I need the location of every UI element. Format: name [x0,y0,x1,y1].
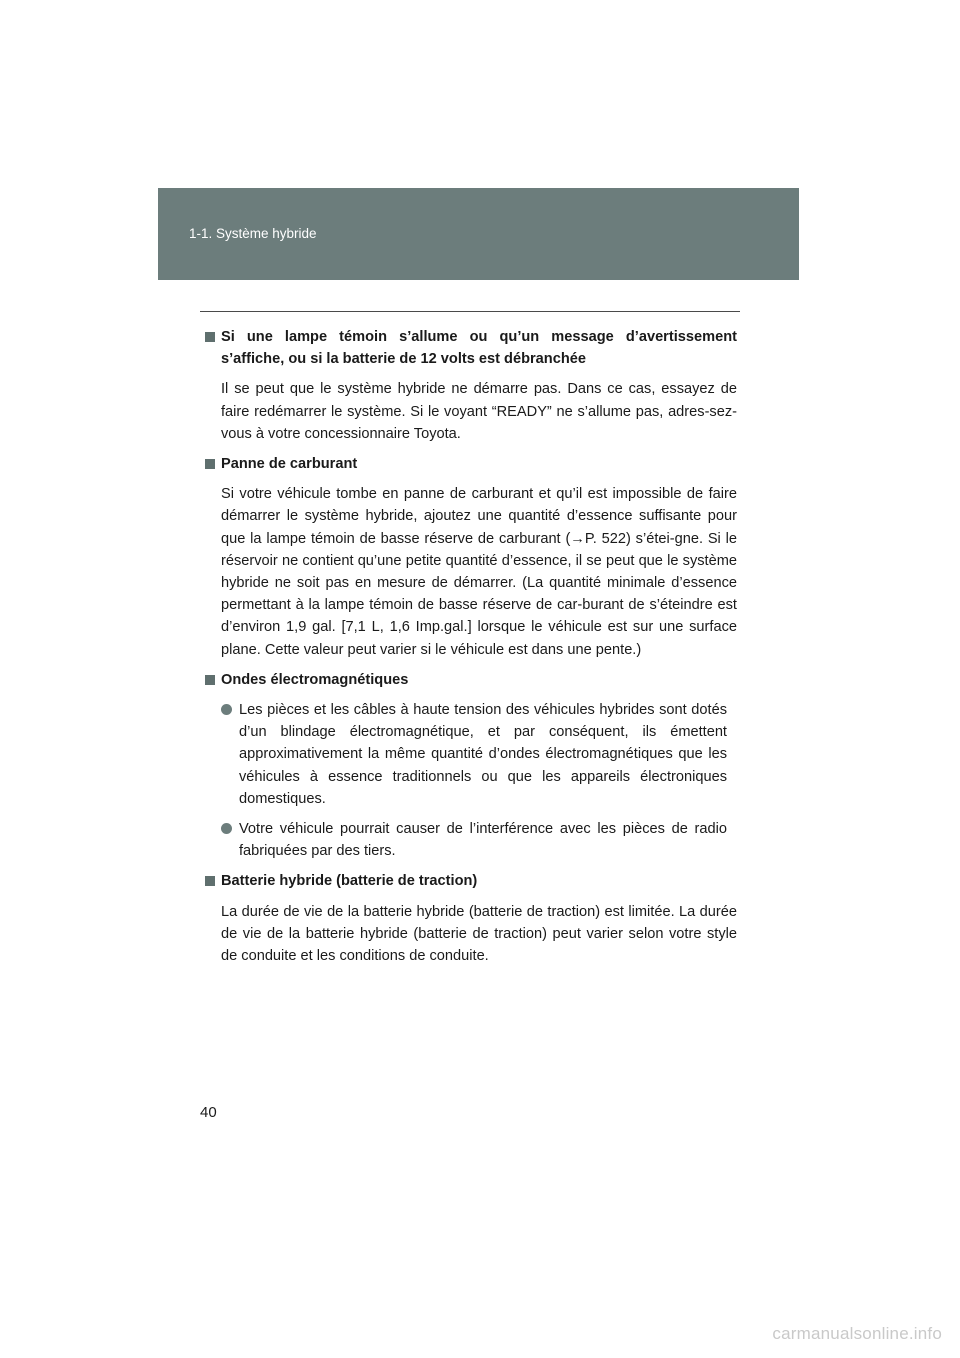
chapter-header-band [158,188,799,280]
section-title: Batterie hybride (batterie de traction) [221,873,478,890]
square-bullet-icon [205,332,215,342]
header-rule [200,311,740,312]
section-title: Panne de carburant [221,456,358,473]
square-bullet-icon [205,675,215,685]
section-body: Il se peut que le système hybride ne démarre pas. Dans ce cas, essayez de faire redémarrer le système. Si le voyant “READY” ne s’allume pas, adres-sez-vous à votre concessionnaire Toyota. [221,381,737,442]
list-item-text: Les pièces et les câbles à haute tension des véhicules hybrides sont dotés d’un blindage électromagnétique, et par conséquent, ils émettent approximativement la même quantité d’ondes électromagnétiques que les véhicules à essence traditionnels ou que les appareils électroniques domestiques. [239,702,727,807]
square-bullet-icon [205,876,215,886]
section-title: Si une lampe témoin s’allume ou qu’un message d’avertissement s’affiche, ou si la batterie de 12 volts est débranchée [221,329,737,368]
section-body: La durée de vie de la batterie hybride (batterie de traction) est limitée. La durée de vie de la batterie hybride (batterie de traction) peut varier selon votre style de conduite et les conditions de conduite. [221,903,737,965]
section-title: Ondes électromagnétiques [221,671,409,688]
page-content [205,326,737,975]
section-heading-warning-lamp [205,326,737,370]
watermark: carmanualsonline.info [772,1324,942,1343]
page-number: 40 [200,1104,217,1121]
section-label: 1-1. Système hybride [189,226,317,241]
list-item [221,699,737,810]
section-heading-electromagnetic [205,669,737,691]
list-item-text: Votre véhicule pourrait causer de l’interférence avec les pièces de radio fabriquées par des tiers. [239,821,727,860]
section-heading-hybrid-battery [205,870,737,892]
list-item [221,818,737,862]
section-heading-fuel [205,453,737,475]
circle-bullet-icon [221,704,232,715]
circle-bullet-icon [221,823,232,834]
section-body: Si votre véhicule tombe en panne de carburant et qu’il est impossible de faire démarrer le système hybride, ajoutez une quantité d’essence suffisante pour que la lampe témoin de basse réserve de carburant (→P. 522) s’étei-gne. Si le réservoir ne contient qu’une petite quantité d’essence, il se peut que le système hybride ne soit pas en mesure de démarrer. (La quantité minimale d’essence permettant à la lampe témoin de basse réserve de car-burant de s’éteindre est d’environ 1,9 gal. [7,1 L, 1,6 Imp.gal.] lorsque le véhicule est sur une surface plane. Cette valeur peut varier si le véhicule est dans une pente.) [221,486,737,658]
square-bullet-icon [205,459,215,469]
